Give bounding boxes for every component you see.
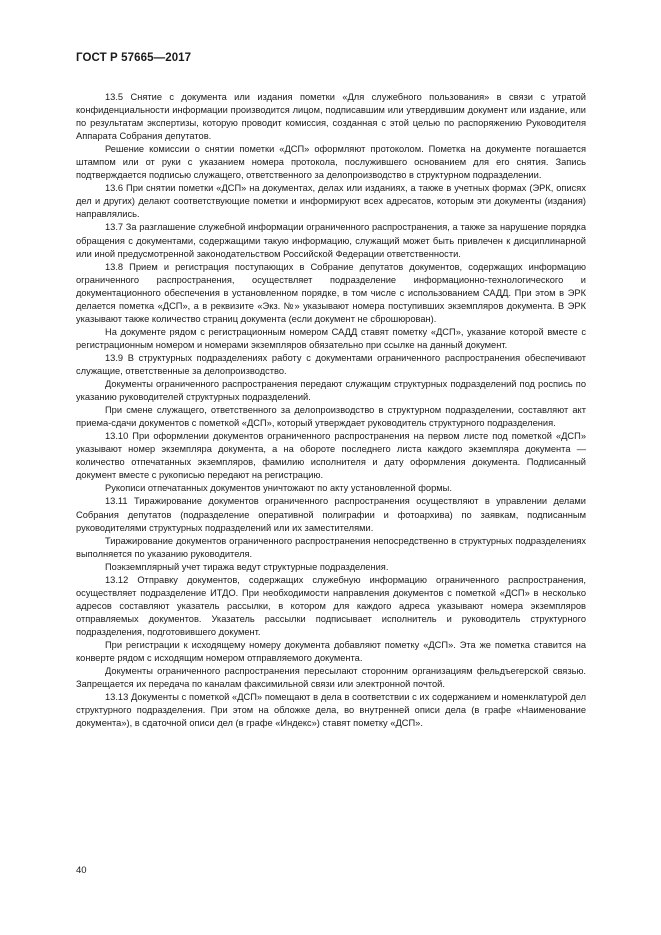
paragraph-13-11: 13.11 Тиражирование документов ограниченного распространения осуществляют в управлении делами Собрания депутатов (подразделение оперативной полиграфии и фотоархива) по заявкам, подписанным руководителями структурных подразделений или их заместителями.	[76, 496, 586, 533]
paragraph-13-9: 13.9 В структурных подразделениях работу с документами ограниченного распространения обеспечивают служащие, ответственные за делопроизводство.	[76, 352, 586, 376]
paragraph-copy-accounting: Поэкземплярный учет тиража ведут структурные подразделения.	[105, 561, 389, 572]
paragraph-manuscripts: Рукописи отпечатанных документов уничтожают по акту установленной формы.	[105, 483, 452, 494]
paragraph-registration-mark: На документе рядом с регистрационным номером САДД ставят пометку «ДСП», указание которой вместе с регистрационным номером и номерами экземпляров обязательно при ссылке на данный документ.	[76, 326, 586, 350]
paragraph-courier-delivery: Документы ограниченного распространения пересылают сторонним организациям фельдъегерской связью. Запрещается их передача по каналам факсимильной связи или электронной почтой.	[76, 666, 586, 690]
paragraph-commission-decision: Решение комиссии о снятии пометки «ДСП» оформляют протоколом. Пометка на документе погашается штампом или от руки с указанием номера протокола, послужившего основанием для его снятия. Запись подтверждается подписью служащего, ответственного за делопроизводство в структурном подразделении.	[76, 144, 586, 181]
page-number: 40	[76, 865, 87, 876]
paragraph-13-10: 13.10 При оформлении документов ограниченного распространения на первом листе под пометкой «ДСП» указывают номер экземпляра документа, а на обороте последнего листа каждого экземпляра документа — количество отпечатанных экземпляров, фамилию исполнителя и дату оформления документа. Подписанный документ вместе с рукописью передают на регистрацию.	[76, 431, 586, 481]
body-text	[76, 91, 586, 730]
paragraph-handover-act: При смене служащего, ответственного за делопроизводство в структурном подразделении, составляют акт приема-сдачи документов с пометкой «ДСП», который утверждает руководитель структурного подразделения.	[76, 405, 586, 429]
paragraph-13-5: 13.5 Снятие с документа или издания пометки «Для служебного пользования» в связи с утратой конфиденциальности информации производится лицом, подписавшим или утвердившим документ или издание, или по результатам экспертизы, которую проводит комиссия, созданная с этой целью по распоряжению Руководителя Аппарата Собрания депутатов.	[76, 92, 586, 142]
paragraph-13-8: 13.8 Прием и регистрация поступающих в Собрание депутатов документов, содержащих информацию ограниченного распространения, осуществляет подразделение информационно-технологического и документационного обеспечения в установленном порядке, в том числе с использованием САДД. При этом в ЭРК делается пометка «ДСП», а в реквизите «Экз. №» указывают номера поступивших экземпляров документа. В ЭРК указывают также количество страниц документа (если документ не сброшюрован).	[76, 261, 586, 324]
paragraph-13-7: 13.7 За разглашение служебной информации ограниченного распространения, а также за нарушение порядка обращения с документами, содержащими такую информацию, служащий может быть привлечен к дисциплинарной или иной предусмотренной законодательством Российской Федерации ответственности.	[76, 222, 586, 259]
paragraph-replication-units: Тиражирование документов ограниченного распространения непосредственно в структурных подразделениях выполняется по указанию руководителя.	[76, 535, 586, 559]
standard-header: ГОСТ Р 57665—2017	[76, 52, 192, 64]
paragraph-13-13: 13.13 Документы с пометкой «ДСП» помещают в дела в соответствии с их содержанием и номенклатурой дел структурного подразделения. При этом на обложке дела, во внутренней описи дела (в графе «Наименование документа»), в сдаточной описи дел (в графе «Индекс») ставят пометку «ДСП».	[76, 692, 586, 729]
paragraph-transfer-signature: Документы ограниченного распространения передают служащим структурных подразделений под роспись по указанию руководителей структурных подразделений.	[76, 379, 586, 403]
paragraph-outgoing-mark: При регистрации к исходящему номеру документа добавляют пометку «ДСП». Эта же пометка ставится на конверте рядом с исходящим номером отправляемого документа.	[76, 639, 586, 664]
paragraph-13-12: 13.12 Отправку документов, содержащих служебную информацию ограниченного распространения, осуществляет подразделение ИТДО. При необходимости направления документов с пометкой «ДСП» в несколько адресов составляют указатель рассылки, в котором для каждого адреса указывают номера экземпляров отправляемых документов. Указатель рассылки подписывает исполнитель и руководитель структурного подразделения, подготовившего документ.	[76, 574, 586, 637]
paragraph-13-6: 13.6 При снятии пометки «ДСП» на документах, делах или изданиях, а также в учетных формах (ЭРК, описях дел и других) делают соответствующие пометки и информируют всех адресатов, которым эти документы (издания) направлялись.	[76, 183, 586, 220]
